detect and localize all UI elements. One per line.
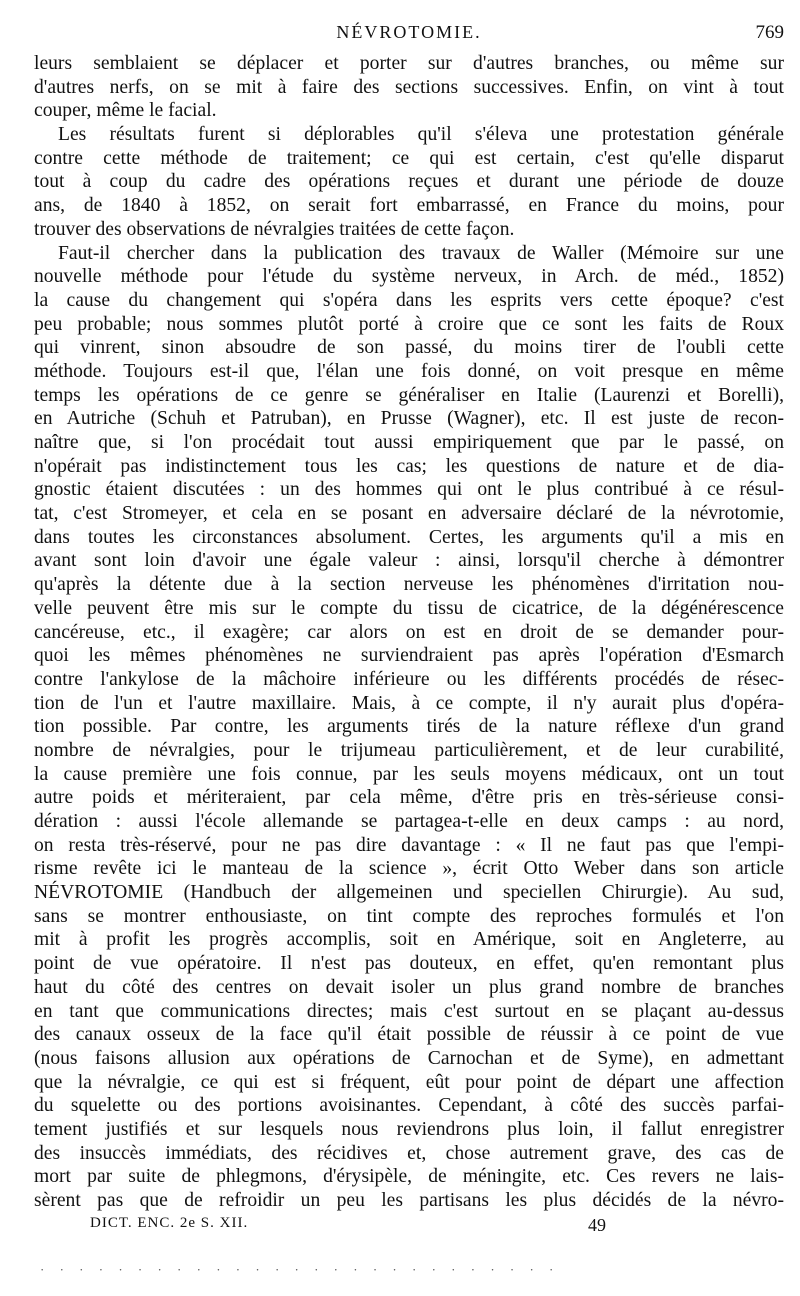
text-line: risme revête ici le manteau de la science », écrit Otto Weber dans son article — [34, 858, 784, 880]
text-line: d'autres nerfs, on se mit à faire des sections successives. Enfin, on vint à tout — [34, 76, 784, 98]
text-line: la cause première une fois connue, par les seuls moyens médicaux, ont un tout — [34, 763, 784, 785]
text-line: contre cette méthode de traitement; ce qui est certain, c'est qu'elle disparut — [34, 147, 784, 169]
text-line: tout à coup du cadre des opérations reçues et durant une période de douze — [34, 171, 784, 193]
text-line: mort par suite de phlegmons, d'érysipèle, de méningite, etc. Ces revers ne lais- — [34, 1166, 784, 1188]
text-line: tat, c'est Stromeyer, et cela en se posant en adversaire déclaré de la névrotomie, — [34, 503, 784, 525]
text-line: quoi les mêmes phénomènes ne surviendraient pas après l'opération d'Esmarch — [34, 645, 784, 667]
text-line: autre poids et mériteraient, par cela même, d'être pris en très-sérieuse consi- — [34, 787, 784, 809]
text-line: point de vue opératoire. Il n'est pas douteux, en effet, qu'en remontant plus — [34, 953, 784, 975]
page-number: 769 — [755, 22, 784, 43]
text-line: contre l'ankylose de la mâchoire inférieure ou les différents procédés de résec- — [34, 668, 784, 690]
text-line: Les résultats furent si déplorables qu'il s'éleva une protestation générale — [58, 124, 784, 146]
text-line: peu probable; nous sommes plutôt porté à croire que ce sont les faits de Roux — [34, 313, 784, 335]
text-line: (nous faisons allusion aux opérations de Carnochan et de Syme), en admettant — [34, 1047, 784, 1069]
text-line: que la névralgie, ce qui est si fréquent, eût pour point de départ une affection — [34, 1071, 784, 1093]
text-line: ans, de 1840 à 1852, on serait fort embarrassé, en France du moins, pour — [34, 195, 784, 217]
text-line: nombre de névralgies, pour le trijumeau particulièrement, et de leur curabilité, — [34, 739, 784, 761]
text-line: cancéreuse, etc., il exagère; car alors on est en droit de se demander pour- — [34, 621, 784, 643]
text-line: méthode. Toujours est-il que, l'élan une fois donné, on voit presque en même — [34, 360, 784, 382]
text-line: en tant que communications directes; mais c'est surtout en se plaçant au-dessus — [34, 1000, 784, 1022]
text-line: tement justifiés et sur lesquels nous reviendrons plus loin, il fallut enregistrer — [34, 1118, 784, 1140]
text-line: temps les opérations de ce genre se généraliser en Italie (Laurenzi et Borelli), — [34, 384, 784, 406]
text-line: nouvelle méthode pour l'étude du système nerveux, in Arch. de méd., 1852) — [34, 266, 784, 288]
text-line: la cause du changement qui s'opéra dans les esprits vers cette époque? c'est — [34, 289, 784, 311]
text-line: en Autriche (Schuh et Patruban), en Prusse (Wagner), etc. Il est juste de recon- — [34, 408, 784, 430]
body-text — [34, 52, 784, 1213]
text-line: NÉVROTOMIE (Handbuch der allgemeinen und speciellen Chirurgie). Au sud, — [34, 882, 784, 904]
running-head: NÉVROTOMIE. — [336, 22, 482, 42]
text-line: avant sont loin d'avoir une égale valeur : ainsi, lorsqu'il cherche à démontrer — [34, 550, 784, 572]
text-line: gnostic étaient discutées : un des hommes qui ont le plus contribué à ce résul- — [34, 479, 784, 501]
text-line: du squelette ou des portions avoisinantes. Cependant, à côté des succès parfai- — [34, 1095, 784, 1117]
text-line: on resta très-réservé, pour ne pas dire davantage : « Il ne faut pas que l'empi- — [34, 834, 784, 856]
text-line: n'opérait pas indistinctement tous les cas; les questions de nature et de dia- — [34, 455, 784, 477]
scan-noise-dots: · · · · · · · · · · · · · · · · · · · · · · · · · · · — [40, 1262, 560, 1277]
text-line: qui vinrent, sinon absoudre de son passé, du moins tirer de l'oubli cette — [34, 337, 784, 359]
page-header — [34, 22, 784, 46]
text-line: des insuccès immédiats, des récidives et, chose autrement grave, des cas de — [34, 1142, 784, 1164]
text-line: sans se montrer enthousiaste, on tint compte des reproches formulés et l'on — [34, 905, 784, 927]
text-line: velle peuvent être mis sur le compte du tissu de cicatrice, de la dégénérescence — [34, 597, 784, 619]
text-line: couper, même le facial. — [34, 100, 217, 122]
text-line: dération : aussi l'école allemande se partagea-t-elle en deux camps : au nord, — [34, 811, 784, 832]
text-line: Faut-il chercher dans la publication des travaux de Waller (Mémoire sur une — [58, 242, 784, 264]
signature-mark: DICT. ENC. 2e S. XII. — [90, 1215, 249, 1231]
text-line: des canaux osseux de la face qu'il était possible de réussir à ce point de vue — [34, 1024, 784, 1046]
text-line: qu'après la détente due à la section nerveuse les phénomènes d'irritation nou- — [34, 574, 784, 596]
text-line: dans toutes les circonstances absolument. Certes, les arguments qu'il a mis en — [34, 526, 784, 548]
text-line: mit à profit les progrès accomplis, soit en Amérique, soit en Angleterre, au — [34, 929, 784, 951]
signature-number: 49 — [588, 1215, 606, 1235]
text-line: tion de l'un et l'autre maxillaire. Mais, à ce compte, il n'y aurait plus d'opéra- — [34, 692, 784, 714]
text-line: tion possible. Par contre, les arguments tirés de la nature réflexe d'un grand — [34, 716, 784, 738]
text-line: trouver des observations de névralgies traitées de cette façon. — [34, 218, 515, 240]
text-line: naître que, si l'on procédait tout aussi empiriquement que par le passé, on — [34, 432, 784, 453]
text-line: sèrent pas que de refroidir un peu les partisans les plus décidés de la névro- — [34, 1190, 784, 1211]
text-line: leurs semblaient se déplacer et porter sur d'autres branches, ou même sur — [34, 53, 784, 74]
text-line: haut du côté des centres on devait isoler un plus grand nombre de branches — [34, 976, 784, 998]
page-footer — [34, 1215, 784, 1241]
